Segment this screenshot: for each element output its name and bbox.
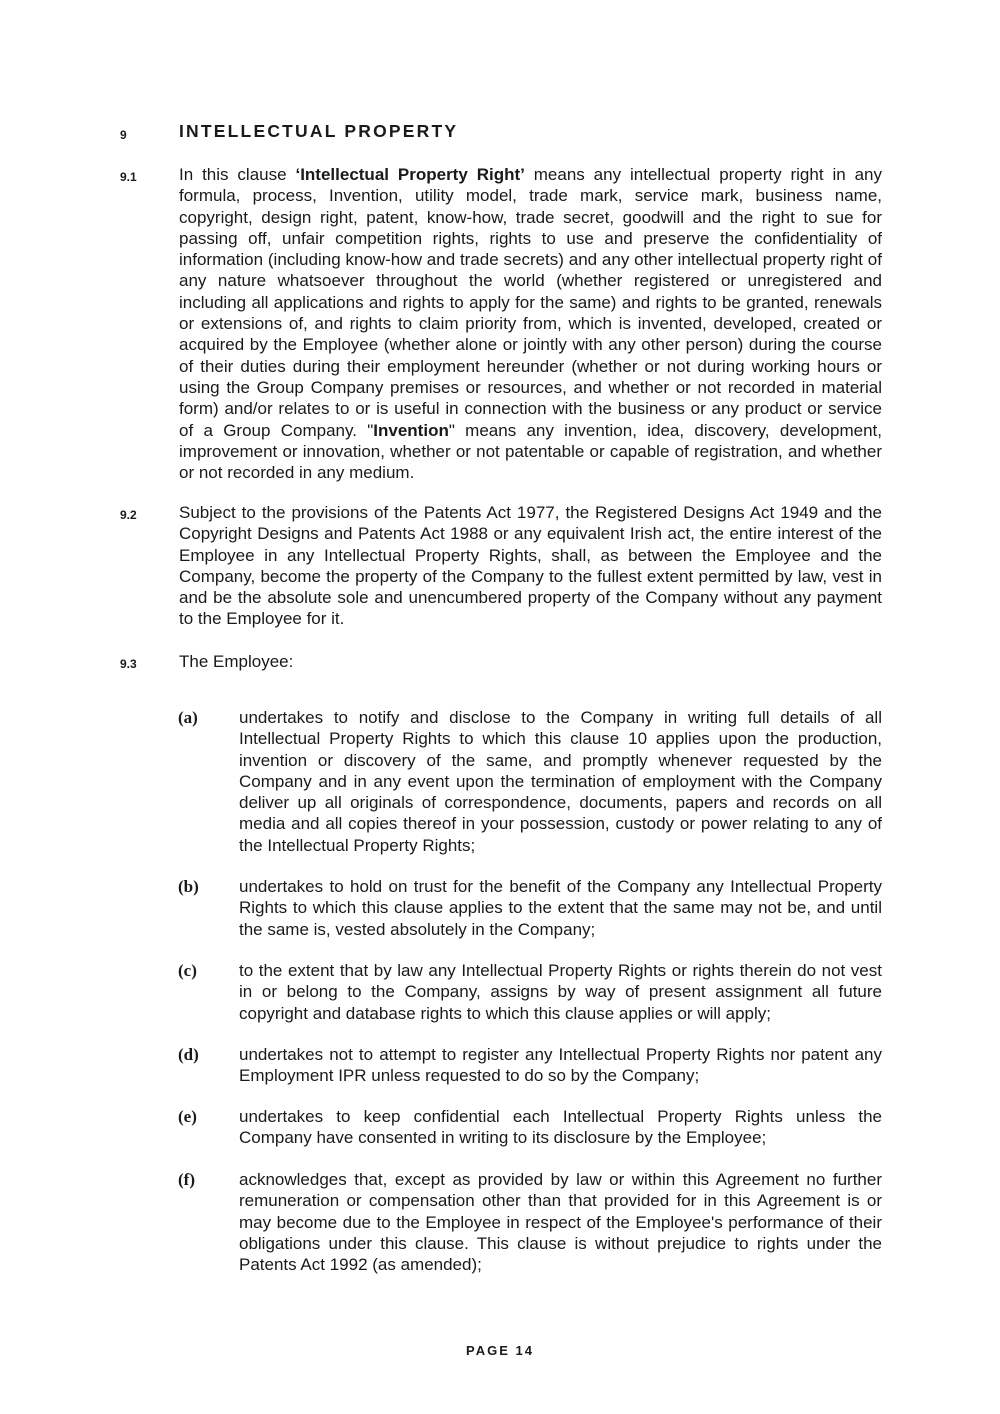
page-number: PAGE 14 bbox=[466, 1343, 534, 1358]
list-item-label: (a) bbox=[178, 708, 198, 727]
list-item-text: acknowledges that, except as provided by law or within this Agreement no further remuneration or compensation other than that provided for in this Agreement is or may become due to the Employee in respect of the Employee's performance of their obligations under this clause. This clause is without prejudice to rights under the Patents Act 1992 (as amended); bbox=[239, 1170, 882, 1275]
list-item bbox=[178, 1106, 882, 1149]
list-item bbox=[178, 1044, 882, 1087]
list-item-label: (f) bbox=[178, 1170, 195, 1189]
defined-term-intellectual-property-right: ‘Intellectual Property Right’ bbox=[295, 165, 525, 184]
clause-number: 9.2 bbox=[120, 508, 137, 522]
list-item-label: (c) bbox=[178, 961, 197, 980]
defined-term-invention: Invention bbox=[373, 420, 449, 440]
clause-text-part: " means any invention, idea, discovery, development, improvement or innovation, whether or not patentable or capable of registration, and whether or not recorded in any medium. bbox=[179, 420, 882, 483]
clause-9-1 bbox=[120, 164, 882, 483]
clause-number: 9.1 bbox=[120, 170, 137, 184]
list-item-text: undertakes to keep confidential each Intellectual Property Rights unless the Company have consented in writing to its disclosure by the Employee; bbox=[239, 1107, 882, 1148]
clause-text-part: means any intellectual property right in any formula, process, Invention, utility model, trade mark, service mark, business name, copyright, design right, patent, know-how, trade secret, goodwill and the right to sue for passing off, unfair competition rights, rights to use and preserve the confidentiality of information (including know-how and trade secrets) and any other intellectual property right of any nature whatsoever throughout the world (whether registered or unregistered and including all applications and rights to apply for the same) and rights to be granted, renewals or extensions of, and rights to claim priority from, which is invented, developed, created or acquired by the Employee (whether alone or jointly with any other person) during the course of their duties during their employment hereunder (whether or not during working hours or using the Group Company premises or resources, and whether or not recorded in material form) and/or relates to or is useful in connection with the business or any product or service of a Group Company. " bbox=[179, 165, 882, 440]
clause-text bbox=[179, 164, 882, 483]
list-item-text: undertakes to notify and disclose to the Company in writing full details of all Intellectual Property Rights to which this clause 10 applies upon the production, invention or discovery of the same, and promptly whenever requested by the Company and in any event upon the termination of employment with the Company deliver up all originals of correspondence, documents, papers and records on all media and all copies thereof in your possession, custody or power relating to any of the Intellectual Property Rights; bbox=[239, 708, 882, 855]
list-item-label: (d) bbox=[178, 1045, 199, 1064]
section-title: INTELLECTUAL PROPERTY bbox=[179, 121, 459, 141]
list-item-text: to the extent that by law any Intellectual Property Rights or rights therein do not vest in or belong to the Company, assigns by way of present assignment all future copyright and database rights to which this clause applies or will apply; bbox=[239, 961, 882, 1023]
clause-9-3 bbox=[120, 651, 882, 672]
list-item bbox=[178, 960, 882, 1024]
clause-text: Subject to the provisions of the Patents Act 1977, the Registered Designs Act 1949 and the Copyright Designs and Patents Act 1988 or any equivalent Irish act, the entire interest of the Employee in any Intellectual Property Rights, shall, as between the Employee and the Company, become the property of the Company to the fullest extent permitted by law, vest in and be the absolute sole and unencumbered property of the Company without any payment to the Employee for it. bbox=[179, 503, 882, 629]
clause-text-part: In this clause bbox=[179, 165, 296, 184]
list-item-text: undertakes not to attempt to register any Intellectual Property Rights nor patent any Employment IPR unless requested to do so by the Company; bbox=[239, 1045, 882, 1086]
clause-text: The Employee: bbox=[179, 652, 294, 671]
list-item bbox=[178, 876, 882, 940]
list-item bbox=[178, 1169, 882, 1275]
section-number: 9 bbox=[120, 128, 127, 142]
list-item-text: undertakes to hold on trust for the benefit of the Company any Intellectual Property Rights to which this clause applies to the extent that the same may not be, and until the same is, vested absolutely in the Company; bbox=[239, 877, 882, 939]
clause-9-2 bbox=[120, 502, 882, 630]
clause-number: 9.3 bbox=[120, 657, 137, 671]
list-item bbox=[178, 707, 882, 856]
list-item-label: (b) bbox=[178, 877, 199, 896]
list-item-label: (e) bbox=[178, 1107, 197, 1126]
